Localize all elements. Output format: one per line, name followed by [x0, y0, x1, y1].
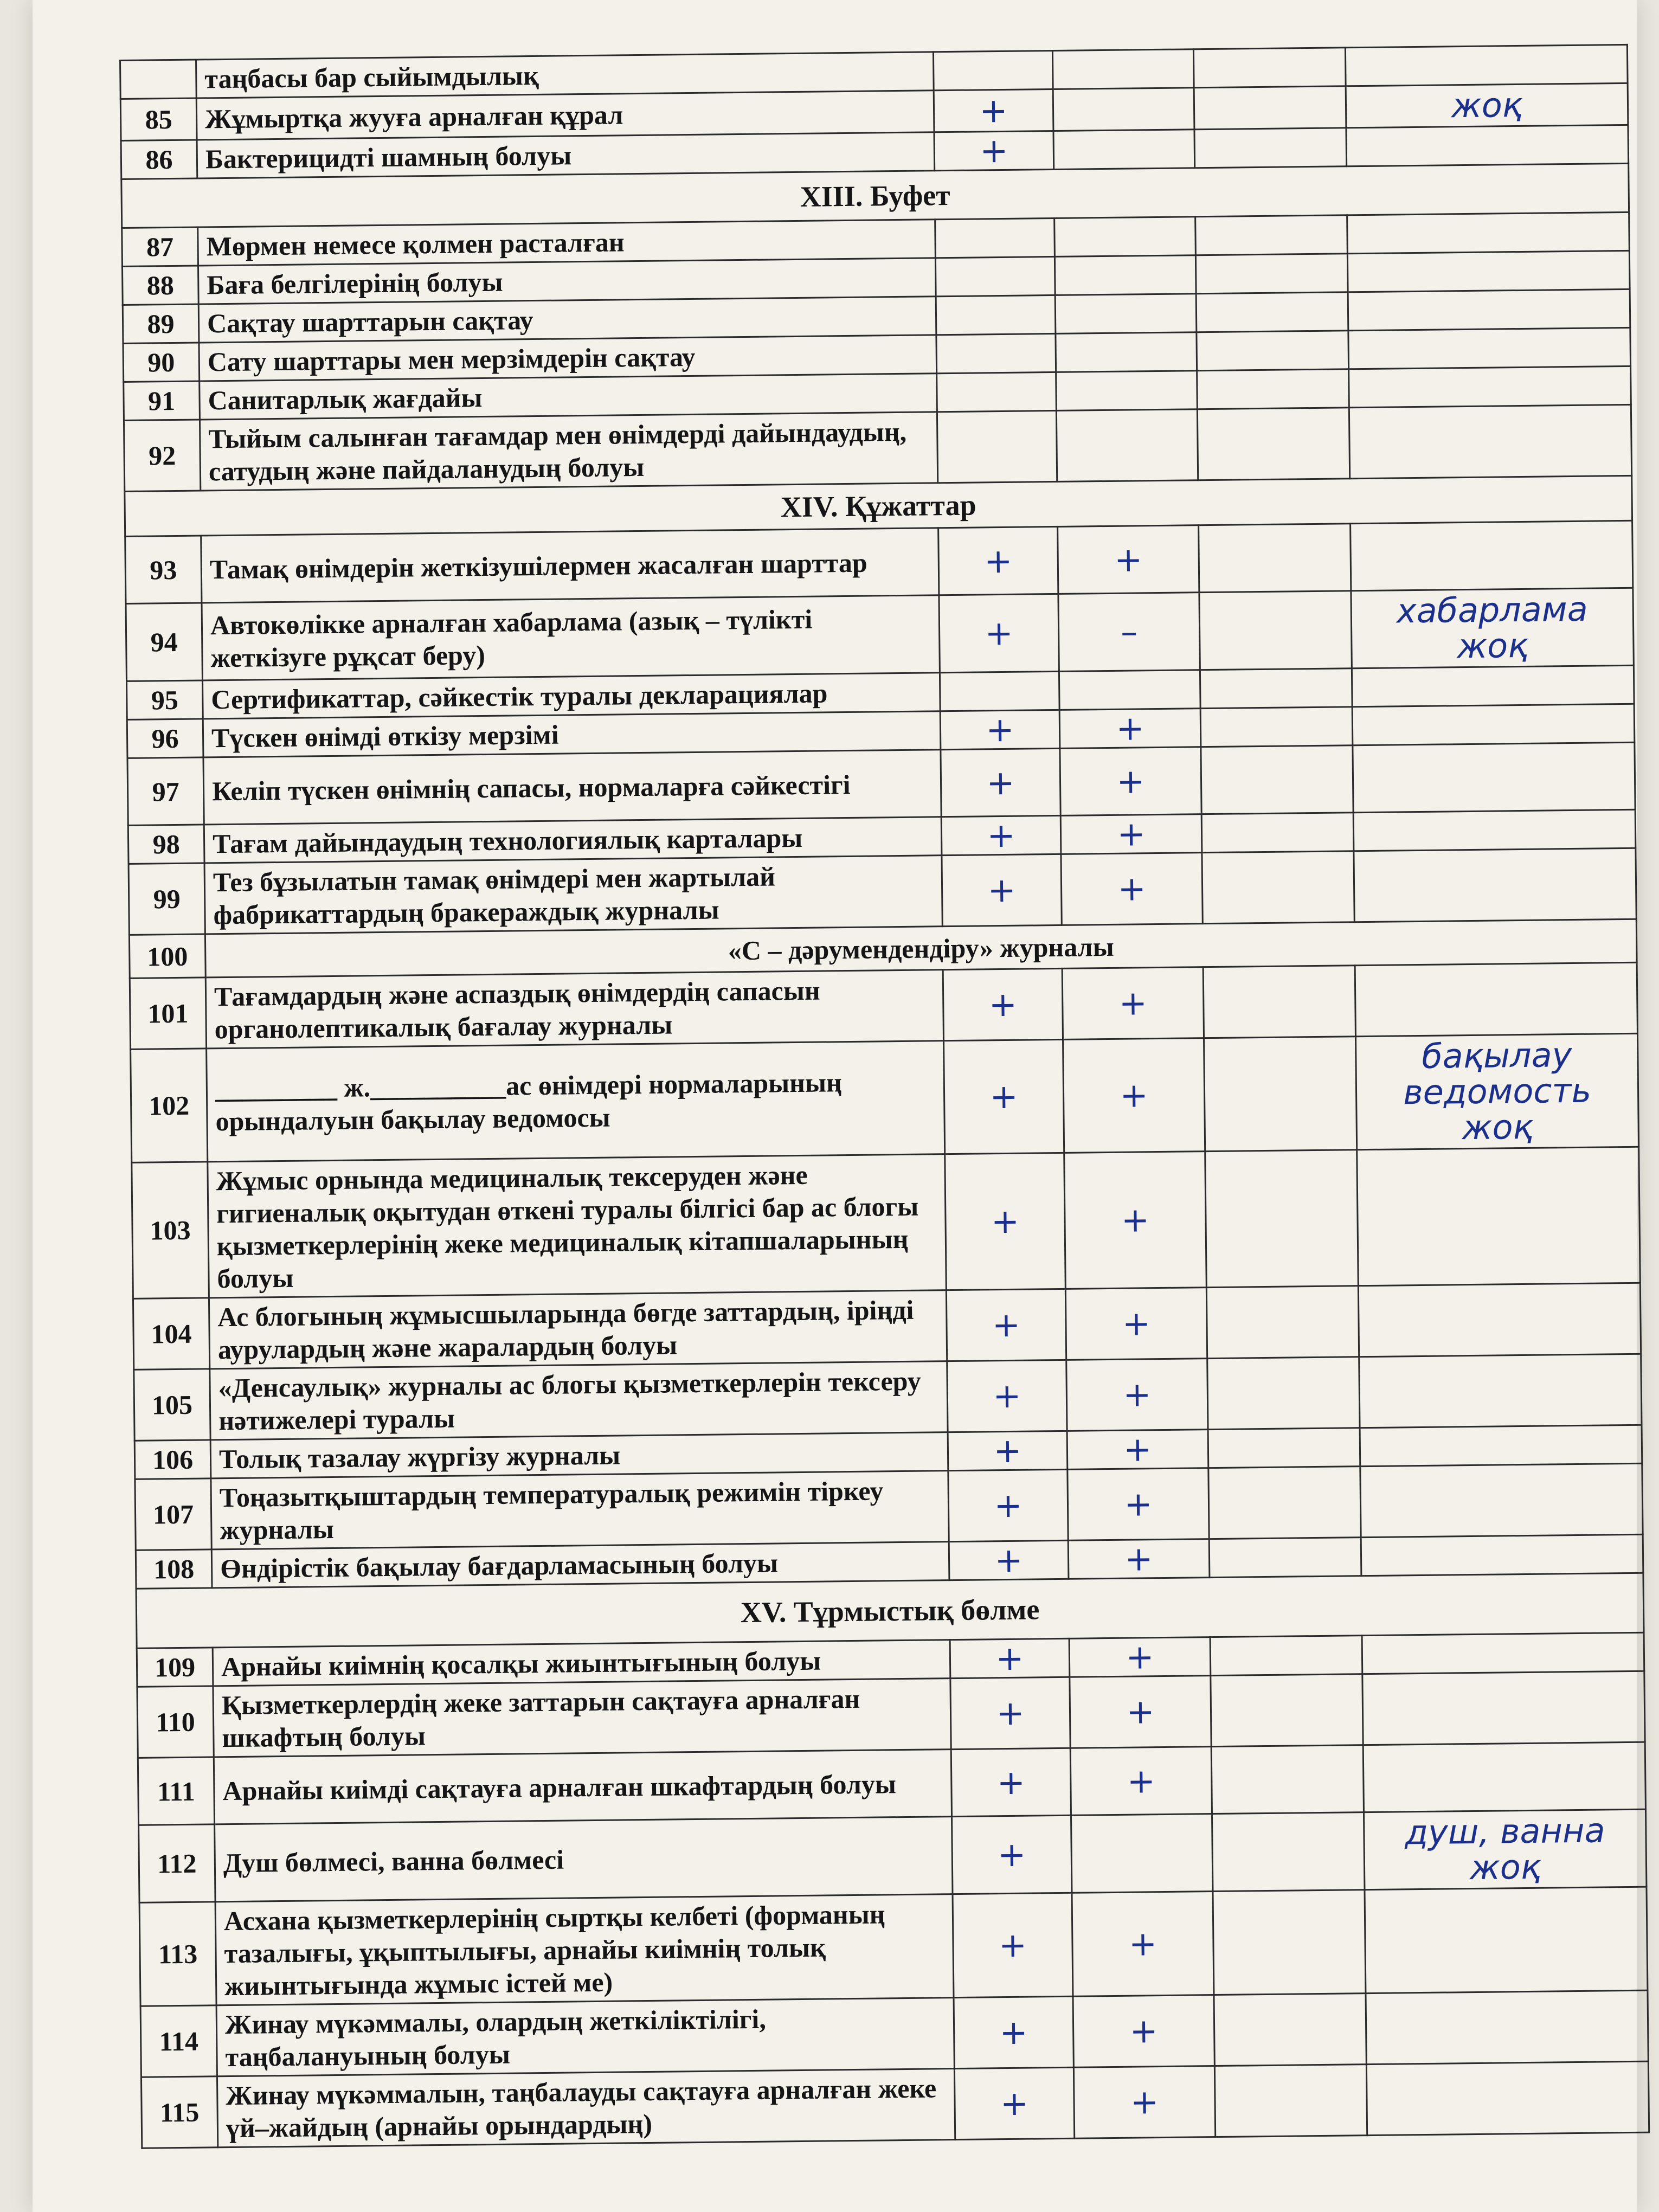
row-text: Санитарлық жағдайы [200, 374, 937, 420]
row-text: Тез бұзылатын тамақ өнімдері мен жартылай фабрикаттардың бракераждық журналы [204, 856, 942, 934]
row-text: Сақтау шарттарын сақтау [198, 297, 936, 343]
table-row [132, 1147, 1640, 1298]
handwritten-mark: + [1058, 525, 1199, 594]
handwritten-mark: + [954, 2067, 1074, 2139]
handwritten-mark: + [1068, 1468, 1209, 1541]
handwritten-mark: + [934, 131, 1054, 170]
row-text: Ас блогының жұмысшыларында бөгде заттардың, іріңді аурулардың және жаралардың болуы [209, 1290, 947, 1369]
handwritten-mark: + [1072, 1892, 1214, 1997]
row-number: 85 [120, 98, 197, 140]
handwritten-mark: + [942, 854, 1062, 926]
checklist-table [119, 44, 1650, 2149]
checklist-sheet [119, 44, 1648, 2149]
row-text: Тоңазытқыштардың температуралық режимін тіркеу журналы [211, 1471, 949, 1549]
row-number: 110 [137, 1686, 214, 1758]
row-text: Жинау мүкәммалын, таңбалауды сақтауға арналған жеке үй–жайдың (арнайы орындардың) [217, 2069, 955, 2147]
row-text: Келіп түскен өнімнің сапасы, нормаларға сәйкестігі [203, 750, 941, 825]
handwritten-mark: + [1060, 747, 1201, 816]
handwritten-mark: + [948, 1431, 1068, 1470]
handwritten-mark: + [949, 1540, 1069, 1580]
row-number: 88 [122, 266, 198, 305]
row-number: 97 [127, 757, 204, 825]
handwritten-note: бақылау ведомость жоқ [1355, 1033, 1638, 1149]
row-number: 105 [134, 1369, 210, 1441]
row-text: Тағамдардың және аспаздық өнімдердің сапасын органолептикалық бағалау журналы [205, 970, 943, 1049]
handwritten-mark: + [948, 1469, 1068, 1541]
handwritten-mark: + [1070, 1676, 1211, 1748]
handwritten-mark: + [1065, 1288, 1207, 1360]
row-number: 111 [138, 1757, 214, 1825]
row-number: 99 [128, 863, 205, 935]
handwritten-mark: + [941, 748, 1060, 816]
row-text: Арнайы киімді сақтауға арналған шкафтардың болуы [214, 1750, 951, 1824]
row-number: 89 [123, 304, 199, 343]
row-text: Тамақ өнімдерін жеткізушілермен жасалған шарттар [201, 528, 939, 603]
handwritten-mark: – [1058, 593, 1200, 672]
row-number: 86 [121, 140, 197, 179]
table-row [139, 1809, 1647, 1902]
row-number: 114 [140, 2005, 217, 2077]
row-number: 103 [132, 1162, 209, 1298]
row-text: Түскен өнімді өткізу мерзімі [203, 711, 941, 757]
handwritten-mark: + [1067, 1430, 1208, 1470]
row-number: 91 [124, 381, 200, 420]
row-number: 94 [126, 603, 202, 681]
row-text: Сертификаттар, сәйкестік туралы декларациялар [202, 673, 940, 719]
row-text: Жұмыртқа жууға арналған құрал [196, 91, 934, 140]
row-text: Бактерицидті шамның болуы [197, 132, 935, 178]
row-text: «С – дәрумендендіру» журналы [205, 919, 1637, 978]
row-text: Жинау мүкәммалы, олардың жеткіліктілігі, таңбалануының болуы [216, 1998, 954, 2076]
row-number: 113 [139, 1902, 216, 2006]
handwritten-mark: + [1066, 1359, 1208, 1431]
section-heading: XV. Тұрмыстық бөлме [136, 1573, 1644, 1648]
row-text: Автокөлікке арналған хабарлама (азық – түлікті жеткізуге рұқсат беру) [202, 595, 940, 680]
handwritten-note: душ, ванна жоқ [1364, 1809, 1646, 1889]
row-text: Асхана қызметкерлерінің сыртқы келбеті (форманың тазалығы, ұқыптылығы, арнайы киімнің толық жиынтығында жұмыс істей ме) [215, 1894, 954, 2005]
handwritten-mark: + [1059, 709, 1201, 749]
handwritten-mark: + [945, 1153, 1066, 1290]
handwritten-mark: + [1064, 1152, 1207, 1289]
handwritten-mark: + [1069, 1637, 1211, 1677]
row-number: 102 [131, 1049, 208, 1162]
paper-sheet [33, 0, 1637, 2212]
row-number: 107 [135, 1478, 211, 1550]
row-text: Тағам дайындаудың технологиялық карталары [204, 817, 942, 863]
row-number: 101 [130, 978, 206, 1049]
row-number: 109 [137, 1648, 213, 1687]
handwritten-mark: + [941, 815, 1061, 855]
row-number [120, 60, 197, 99]
handwritten-note: жоқ [1346, 83, 1628, 127]
handwritten-note: хабарлама жоқ [1351, 588, 1634, 668]
row-number: 106 [134, 1440, 211, 1479]
handwritten-mark: + [1068, 1539, 1210, 1579]
handwritten-mark: + [944, 1039, 1064, 1154]
row-number: 96 [127, 719, 203, 758]
row-number: 104 [133, 1298, 209, 1369]
row-number: 112 [139, 1824, 215, 1902]
row-number: 93 [125, 536, 202, 603]
handwritten-mark: + [1073, 2066, 1215, 2139]
handwritten-mark: + [1063, 1038, 1205, 1153]
handwritten-mark: + [1070, 1747, 1212, 1816]
row-number: 92 [124, 420, 200, 491]
table-row [141, 2061, 1649, 2148]
section-heading: XIV. Құжаттар [125, 475, 1632, 536]
handwritten-mark: + [934, 89, 1053, 132]
row-text: Жұмыс орнында медициналық тексеруден және гигиеналық оқытудан өткені туралы білгісі бар ас блогы қызметкерлерінің жеке медициналық кітапшаларының болуы [208, 1154, 947, 1298]
handwritten-mark: + [938, 526, 1058, 595]
handwritten-mark: + [940, 710, 1060, 749]
handwritten-mark: + [1061, 853, 1203, 925]
row-text: Арнайы киімнің қосалқы жиынтығының болуы [213, 1640, 950, 1686]
handwritten-mark: + [946, 1289, 1066, 1361]
row-text: таңбасы бар сыйымдылық [196, 52, 934, 98]
handwritten-mark: + [939, 594, 1059, 672]
row-number: 115 [141, 2076, 217, 2148]
handwritten-mark: + [1060, 814, 1202, 854]
row-number: 98 [128, 825, 204, 864]
handwritten-mark: + [947, 1360, 1067, 1432]
row-text: Мөрмен немесе қолмен расталған [198, 220, 936, 266]
row-text: Баға белгілерінің болуы [198, 258, 936, 304]
handwritten-mark: + [951, 1748, 1071, 1816]
row-number: 87 [122, 227, 198, 266]
row-text: Душ бөлмесі, ванна бөлмесі [215, 1817, 953, 1902]
handwritten-mark: + [950, 1677, 1070, 1749]
row-number: 108 [136, 1549, 212, 1589]
section-heading: XIII. Буфет [121, 163, 1629, 228]
handwritten-mark: + [954, 1996, 1073, 2068]
row-number: 90 [123, 343, 200, 382]
handwritten-mark: + [943, 968, 1063, 1040]
table-row [131, 1033, 1639, 1162]
handwritten-mark: + [953, 1893, 1073, 1997]
row-number: 95 [127, 680, 203, 719]
table-row [139, 1887, 1648, 2006]
table-row [126, 588, 1634, 681]
handwritten-mark: + [1062, 967, 1204, 1040]
row-text: Тыйым салынған тағамдар мен өнімдерді дайындаудың, сатудың және пайдаланудың болуы [200, 412, 937, 491]
row-text: Қызметкерлердің жеке заттарын сақтауға арналған шкафтың болуы [213, 1679, 951, 1757]
handwritten-mark: + [950, 1638, 1070, 1678]
row-number: 100 [129, 934, 205, 978]
row-text: Сату шарттары мен мерзімдерін сақтау [199, 335, 937, 381]
row-text: _________ ж.__________ас өнімдері нормаларының орындалуын бақылау ведомосы [207, 1041, 945, 1162]
row-text: «Денсаулық» журналы ас блогы қызметкерлерін тексеру нәтижелері туралы [210, 1361, 948, 1440]
row-text: Өндірістік бақылау бағдарламасының болуы [211, 1542, 949, 1588]
row-text: Толық тазалау жүргізу журналы [210, 1432, 948, 1478]
handwritten-mark: + [952, 1815, 1072, 1894]
handwritten-mark: + [1073, 1995, 1214, 2068]
